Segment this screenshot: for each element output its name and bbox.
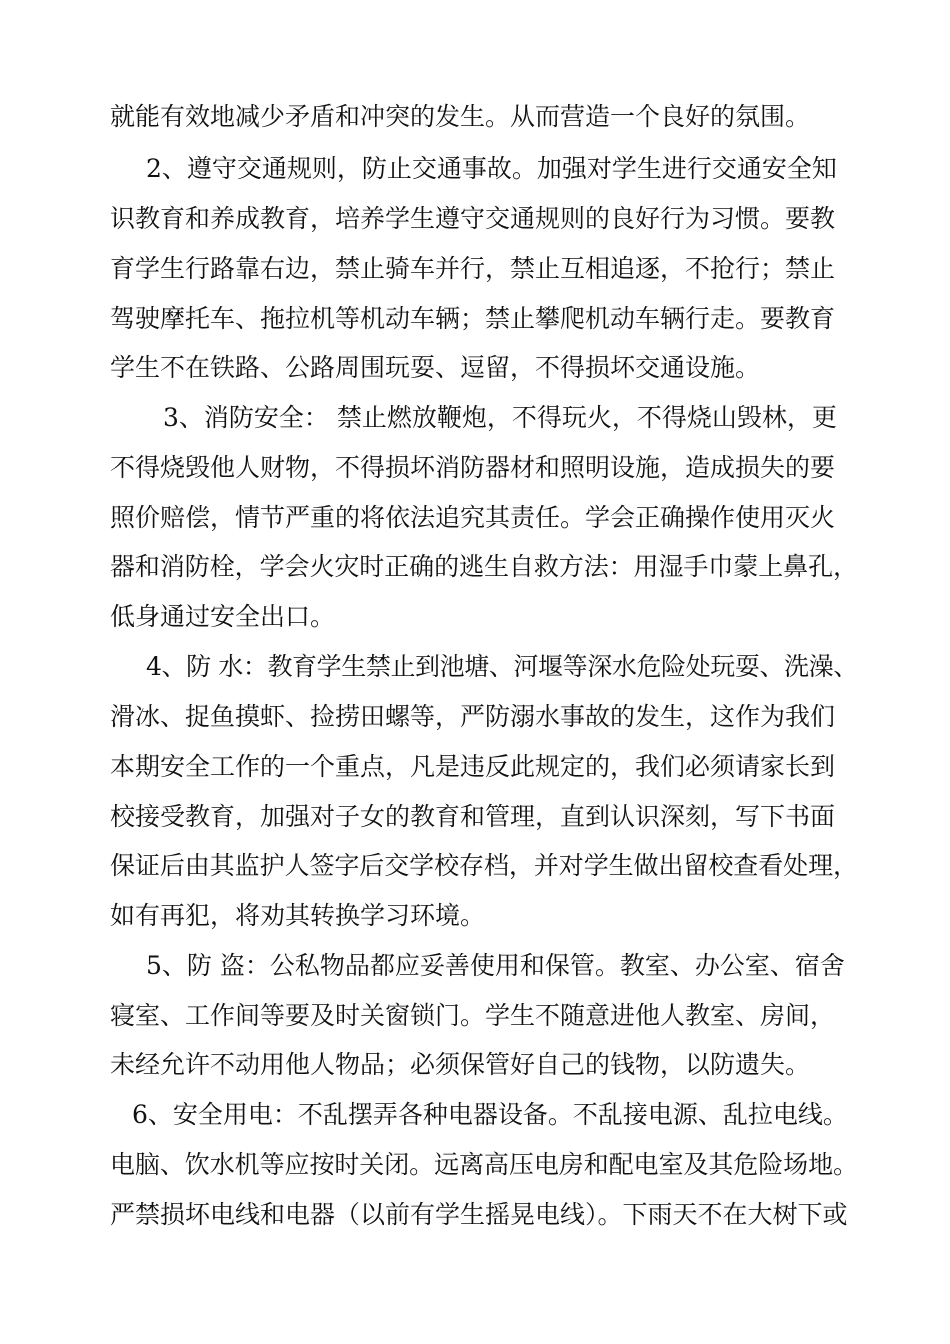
- text-line: 学生不在铁路、公路周围玩耍、逗留，不得损坏交通设施。: [110, 353, 761, 382]
- text-line: 就能有效地减少矛盾和冲突的发生。从而营造一个良好的氛围。: [110, 102, 811, 131]
- text-line: 低身通过安全出口。: [110, 602, 336, 631]
- text-line: 保证后由其监护人签字后交学校存档，并对学生做出留校查看处理，: [110, 851, 858, 880]
- text-line: 4、防 水：教育学生禁止到池塘、河堰等深水危险处玩耍、洗澡、: [146, 652, 858, 681]
- text-line: 寝室、工作间等要及时关窗锁门。学生不随意进他人教室、房间，: [110, 1001, 836, 1030]
- text-line: 不得烧毁他人财物，不得损坏消防器材和照明设施，造成损失的要: [110, 453, 836, 482]
- text-line: 滑冰、捉鱼摸虾、捡捞田螺等，严防溺水事故的发生，这作为我们: [110, 702, 836, 731]
- text-line: 识教育和养成教育，培养学生遵守交通规则的良好行为习惯。要教: [110, 204, 836, 233]
- text-line: 照价赔偿，情节严重的将依法追究其责任。学会正确操作使用灭火: [110, 503, 836, 532]
- text-line: 5、防 盗：公私物品都应妥善使用和保管。教室、办公室、宿舍: [146, 951, 845, 980]
- text-line: 驾驶摩托车、拖拉机等机动车辆；禁止攀爬机动车辆行走。要教育: [110, 304, 836, 333]
- text-line: 电脑、饮水机等应按时关闭。远离高压电房和配电室及其危险场地。: [110, 1150, 858, 1179]
- text-line: 未经允许不动用他人物品；必须保管好自己的钱物，以防遗失。: [110, 1050, 811, 1079]
- text-line: 本期安全工作的一个重点，凡是违反此规定的，我们必须请家长到: [110, 752, 836, 781]
- text-line: 严禁损坏电线和电器（以前有学生摇晃电线）。下雨天不在大树下或: [110, 1200, 848, 1229]
- text-line: 2、遵守交通规则，防止交通事故。加强对学生进行交通安全知: [146, 154, 837, 183]
- text-line: 育学生行路靠右边，禁止骑车并行，禁止互相追逐，不抢行；禁止: [110, 254, 836, 283]
- text-line: 器和消防栓，学会火灾时正确的逃生自救方法：用湿手巾蒙上鼻孔，: [110, 552, 858, 581]
- text-line: 3、消防安全： 禁止燃放鞭炮，不得玩火，不得烧山毁林，更: [163, 403, 837, 432]
- text-line: 6、安全用电：不乱摆弄各种电器设备。不乱接电源、乱拉电线。: [132, 1100, 848, 1129]
- text-line: 如有再犯，将劝其转换学习环境。: [110, 901, 486, 930]
- text-line: 校接受教育，加强对子女的教育和管理，直到认识深刻，写下书面: [110, 802, 836, 831]
